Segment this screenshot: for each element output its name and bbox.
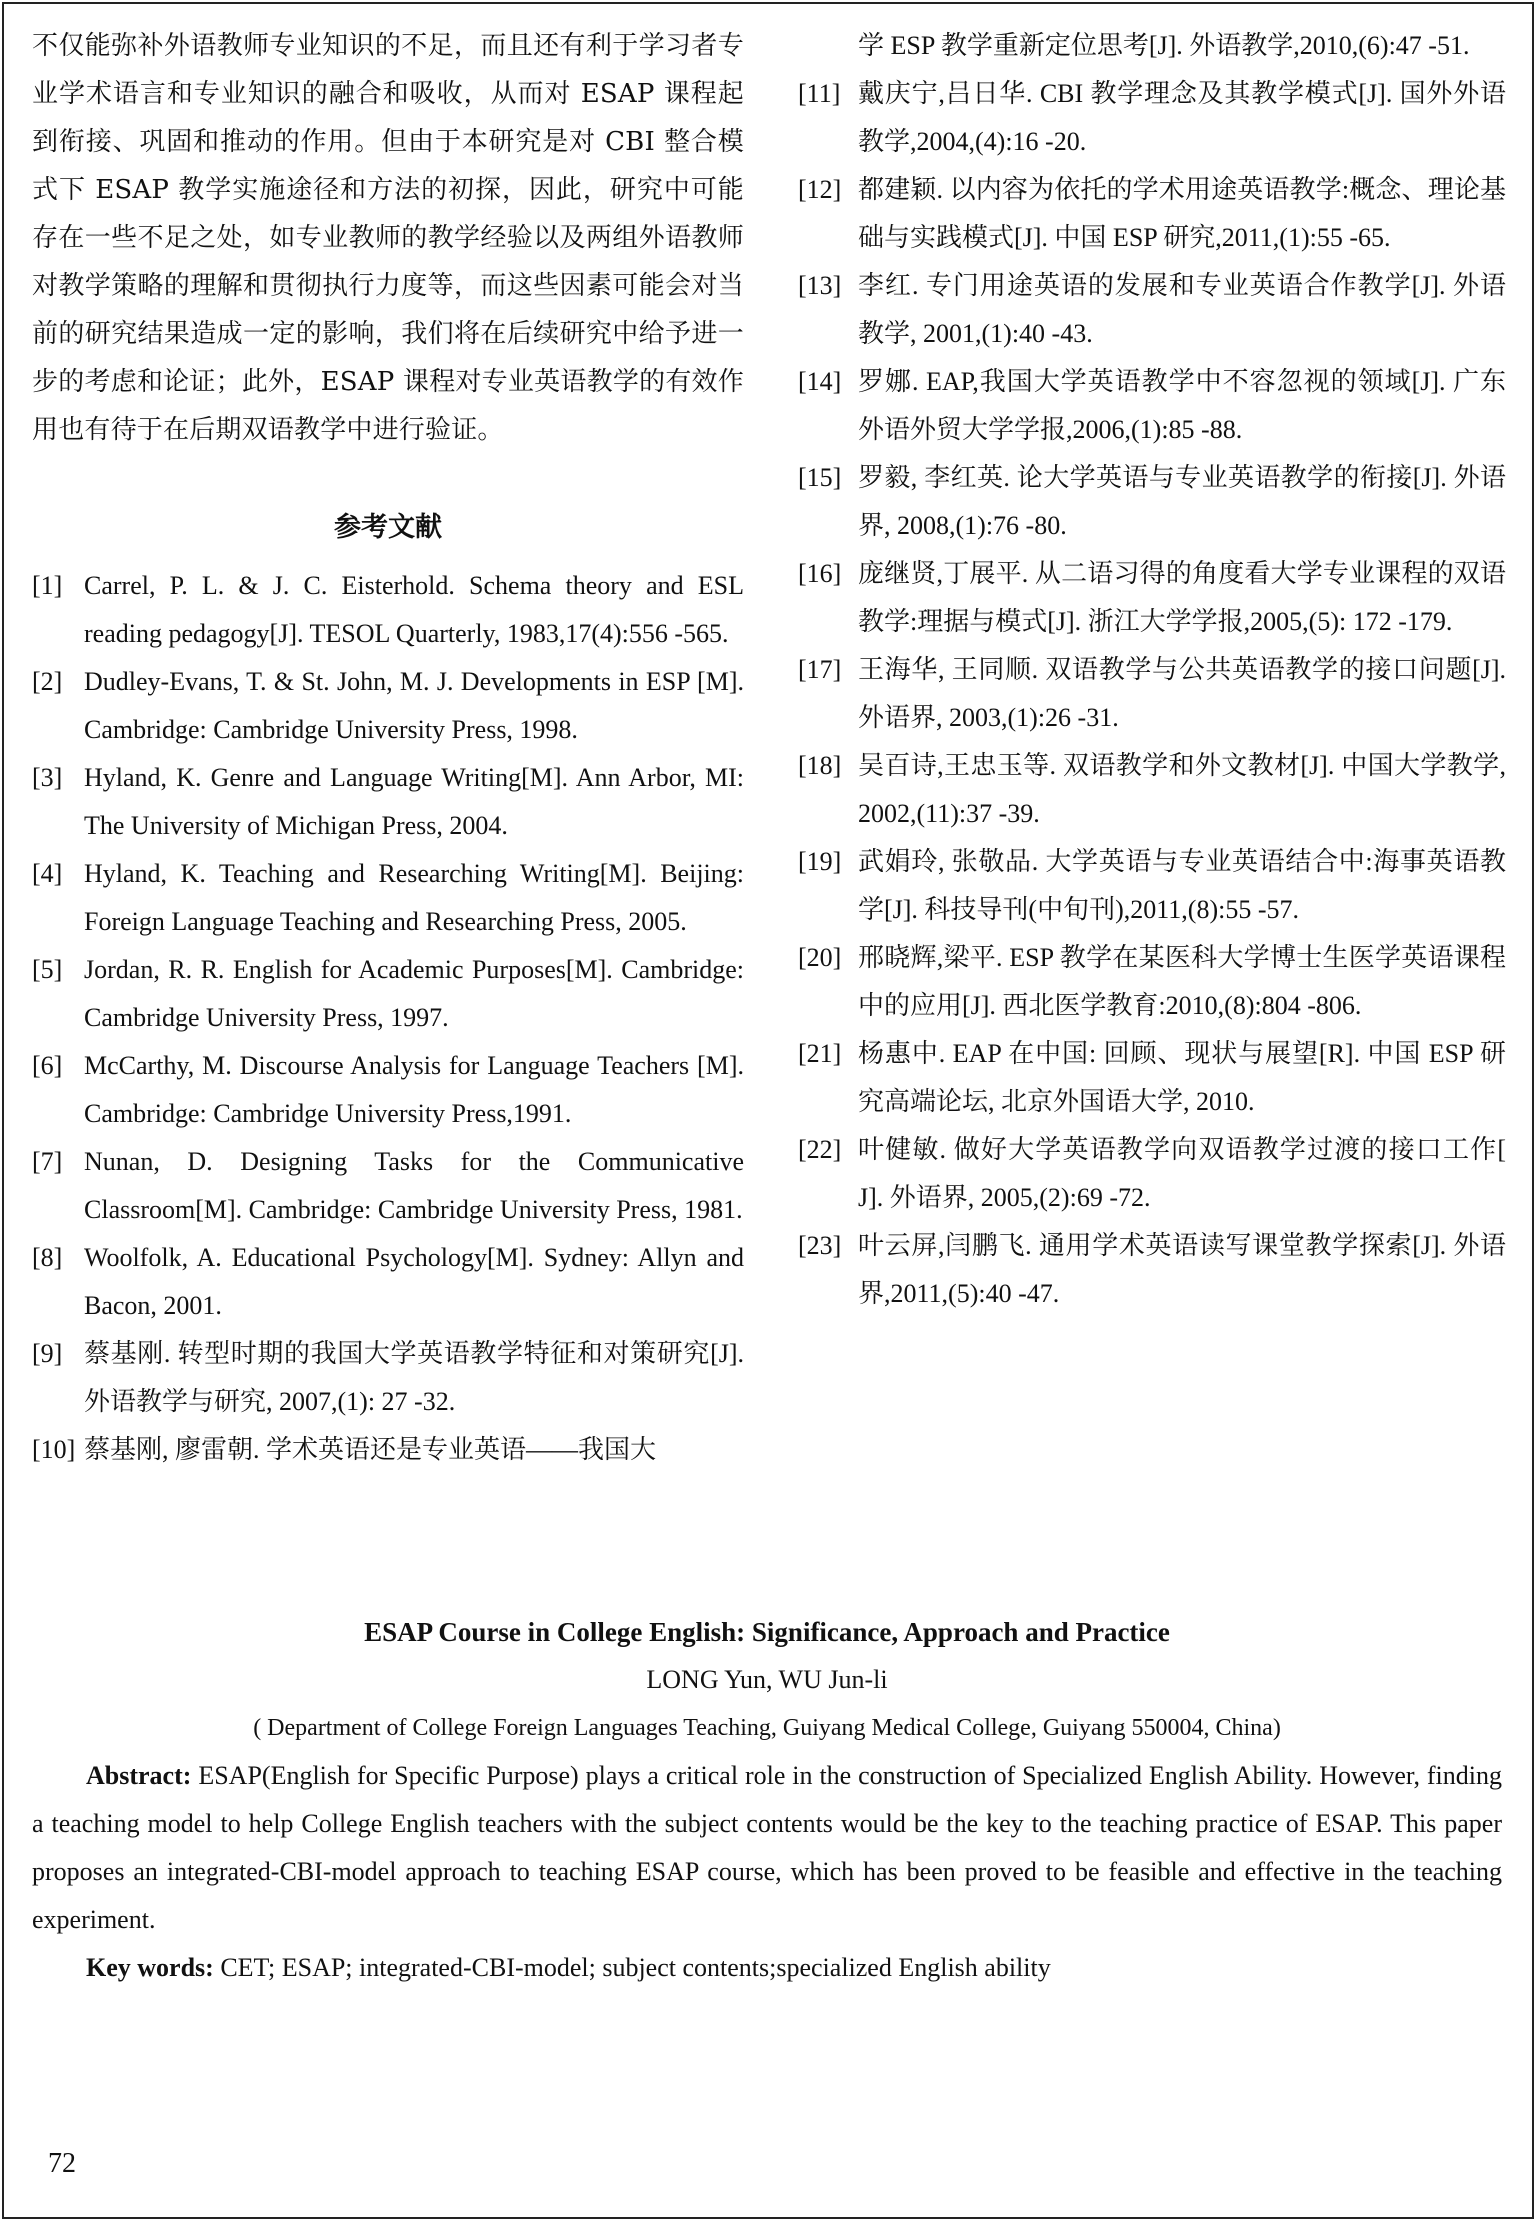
- reference-number: [23]: [798, 1231, 842, 1260]
- reference-text: 武娟玲, 张敬品. 大学英语与专业英语结合中:海事英语教学[J]. 科技导刊(中旬刊),2011,(8):55 -57.: [858, 847, 1506, 924]
- reference-number: [20]: [798, 943, 842, 972]
- english-title: ESAP Course in College English: Significance, Approach and Practice: [364, 1617, 1170, 1647]
- reference-item: [32, 1042, 744, 1138]
- reference-number: [5]: [32, 955, 63, 984]
- reference-item: [798, 550, 1506, 646]
- reference-item: [32, 946, 744, 1042]
- reference-text: 叶云屏,闫鹏飞. 通用学术英语读写课堂教学探索[J]. 外语界,2011,(5):40 -47.: [858, 1231, 1506, 1308]
- reference-item: [798, 1126, 1506, 1222]
- reference-number: [13]: [798, 271, 842, 300]
- reference-item: [798, 934, 1506, 1030]
- reference-number: [4]: [32, 859, 63, 888]
- reference-text: 戴庆宁,吕日华. CBI 教学理念及其教学模式[J]. 国外外语教学,2004,(4):16 -20.: [858, 79, 1506, 156]
- reference-text: 庞继贤,丁展平. 从二语习得的角度看大学专业课程的双语教学:理据与模式[J]. 浙江大学学报,2005,(5): 172 -179.: [858, 559, 1506, 636]
- reference-item: [798, 454, 1506, 550]
- reference-number: [22]: [798, 1135, 842, 1164]
- reference-item: [32, 1138, 744, 1234]
- reference-text: McCarthy, M. Discourse Analysis for Language Teachers [M]. Cambridge: Cambridge University Press,1991.: [84, 1051, 744, 1128]
- reference-text: 都建颖. 以内容为依托的学术用途英语教学:概念、理论基础与实践模式[J]. 中国 ESP 研究,2011,(1):55 -65.: [858, 175, 1506, 252]
- body-paragraph: 不仅能弥补外语教师专业知识的不足，而且还有利于学习者专业学术语言和专业知识的融合和吸收，从而对 ESAP 课程起到衔接、巩固和推动的作用。但由于本研究是对 CBI 整合模式下 ESAP 教学实施途径和方法的初探，因此，研究中可能存在一些不足之处，如专业教师的教学经验以及两组外语教师对教学策略的理解和贯彻执行力度等，而这些因素可能会对当前的研究结果造成一定的影响，我们将在后续研究中给予进一步的考虑和论证；此外，ESAP 课程对专业英语教学的有效作用也有待于在后期双语教学中进行验证。: [32, 31, 744, 445]
- references-list-right: [798, 70, 1506, 1318]
- english-affiliation: ( Department of College Foreign Languages Teaching, Guiyang Medical College, Guiyang 550004, China): [253, 1715, 1281, 1741]
- reference-item: [32, 1234, 744, 1330]
- reference-number: [2]: [32, 667, 63, 696]
- reference-text: Dudley-Evans, T. & St. John, M. J. Developments in ESP [M]. Cambridge: Cambridge University Press, 1998.: [84, 667, 744, 744]
- keywords-paragraph: [32, 1944, 1502, 1992]
- reference-text: Nunan, D. Designing Tasks for the Communicative Classroom[M]. Cambridge: Cambridge University Press, 1981.: [84, 1147, 744, 1224]
- abstract-paragraph: [32, 1752, 1502, 1944]
- reference-item: [32, 562, 744, 658]
- reference-number: [15]: [798, 463, 842, 492]
- reference-text: 罗娜. EAP,我国大学英语教学中不容忽视的领域[J]. 广东外语外贸大学学报,2006,(1):85 -88.: [858, 367, 1506, 444]
- reference-text: 罗毅, 李红英. 论大学英语与专业英语教学的衔接[J]. 外语界, 2008,(1):76 -80.: [858, 463, 1506, 540]
- reference-item: [798, 358, 1506, 454]
- reference-text: 吴百诗,王忠玉等. 双语教学和外文教材[J]. 中国大学教学, 2002,(11):37 -39.: [858, 751, 1506, 828]
- reference-number: [21]: [798, 1039, 842, 1068]
- reference-item: [798, 838, 1506, 934]
- reference-item: [32, 850, 744, 946]
- references-heading: 参考文献: [334, 512, 442, 543]
- right-column: [798, 22, 1506, 1318]
- reference-text: 王海华, 王同顺. 双语教学与公共英语教学的接口问题[J]. 外语界, 2003,(1):26 -31.: [858, 655, 1506, 732]
- reference-number: [17]: [798, 655, 842, 684]
- reference-10-continuation: 学 ESP 教学重新定位思考[J]. 外语教学,2010,(6):47 -51.: [858, 31, 1470, 60]
- reference-number: [14]: [798, 367, 842, 396]
- reference-text: 李红. 专门用途英语的发展和专业英语合作教学[J]. 外语教学, 2001,(1):40 -43.: [858, 271, 1506, 348]
- reference-number: [8]: [32, 1243, 63, 1272]
- reference-number: [9]: [32, 1339, 63, 1368]
- reference-text: Woolfolk, A. Educational Psychology[M]. Sydney: Allyn and Bacon, 2001.: [84, 1243, 744, 1320]
- reference-item: [798, 1030, 1506, 1126]
- reference-text: 杨惠中. EAP 在中国: 回顾、现状与展望[R]. 中国 ESP 研究高端论坛, 北京外国语大学, 2010.: [858, 1039, 1506, 1116]
- reference-number: [19]: [798, 847, 842, 876]
- reference-item: [32, 1426, 744, 1474]
- reference-number: [11]: [798, 79, 841, 108]
- reference-item: [32, 1330, 744, 1426]
- reference-item: [798, 262, 1506, 358]
- reference-item: [798, 742, 1506, 838]
- references-list-left: [32, 562, 744, 1474]
- reference-number: [3]: [32, 763, 63, 792]
- reference-number: [1]: [32, 571, 63, 600]
- reference-item: [798, 166, 1506, 262]
- reference-text: Jordan, R. R. English for Academic Purposes[M]. Cambridge: Cambridge University Press, 1997.: [84, 955, 744, 1032]
- reference-item: [798, 1222, 1506, 1318]
- reference-number: [10]: [32, 1435, 76, 1464]
- keywords-text: CET; ESAP; integrated-CBI-model; subject contents;specialized English ability: [220, 1953, 1051, 1982]
- reference-number: [6]: [32, 1051, 63, 1080]
- abstract-label: Abstract:: [86, 1761, 192, 1790]
- english-authors: LONG Yun, WU Jun-li: [646, 1665, 888, 1694]
- reference-text: Hyland, K. Teaching and Researching Writing[M]. Beijing: Foreign Language Teaching and Researching Press, 2005.: [84, 859, 744, 936]
- reference-text: 蔡基刚. 转型时期的我国大学英语教学特征和对策研究[J]. 外语教学与研究, 2007,(1): 27 -32.: [84, 1339, 744, 1416]
- reference-item: [798, 70, 1506, 166]
- reference-item: [798, 646, 1506, 742]
- reference-number: [16]: [798, 559, 842, 588]
- keywords-label: Key words:: [86, 1953, 214, 1982]
- reference-text: Hyland, K. Genre and Language Writing[M]. Ann Arbor, MI: The University of Michigan Press, 2004.: [84, 763, 744, 840]
- reference-number: [18]: [798, 751, 842, 780]
- abstract-text: ESAP(English for Specific Purpose) plays a critical role in the construction of Specialized English Ability. However, finding a teaching model to help College English teachers with the subject contents would be the key to the teaching practice of ESAP. This paper proposes an integrated-CBI-model approach to teaching ESAP course, which has been proved to be feasible and effective in the teaching experiment.: [32, 1761, 1502, 1934]
- reference-item: [32, 754, 744, 850]
- reference-text: 邢晓辉,梁平. ESP 教学在某医科大学博士生医学英语课程中的应用[J]. 西北医学教育:2010,(8):804 -806.: [858, 943, 1506, 1020]
- reference-number: [7]: [32, 1147, 63, 1176]
- reference-text: 蔡基刚, 廖雷朝. 学术英语还是专业英语——我国大: [84, 1435, 657, 1464]
- reference-text: Carrel, P. L. & J. C. Eisterhold. Schema theory and ESL reading pedagogy[J]. TESOL Quarterly, 1983,17(4):556 -565.: [84, 571, 744, 648]
- page-number: 72: [48, 2148, 76, 2179]
- reference-text: 叶健敏. 做好大学英语教学向双语教学过渡的接口工作[ J]. 外语界, 2005,(2):69 -72.: [858, 1135, 1506, 1212]
- reference-item: [32, 658, 744, 754]
- reference-number: [12]: [798, 175, 842, 204]
- left-column: [32, 22, 744, 1474]
- english-abstract-block: [32, 1608, 1502, 1992]
